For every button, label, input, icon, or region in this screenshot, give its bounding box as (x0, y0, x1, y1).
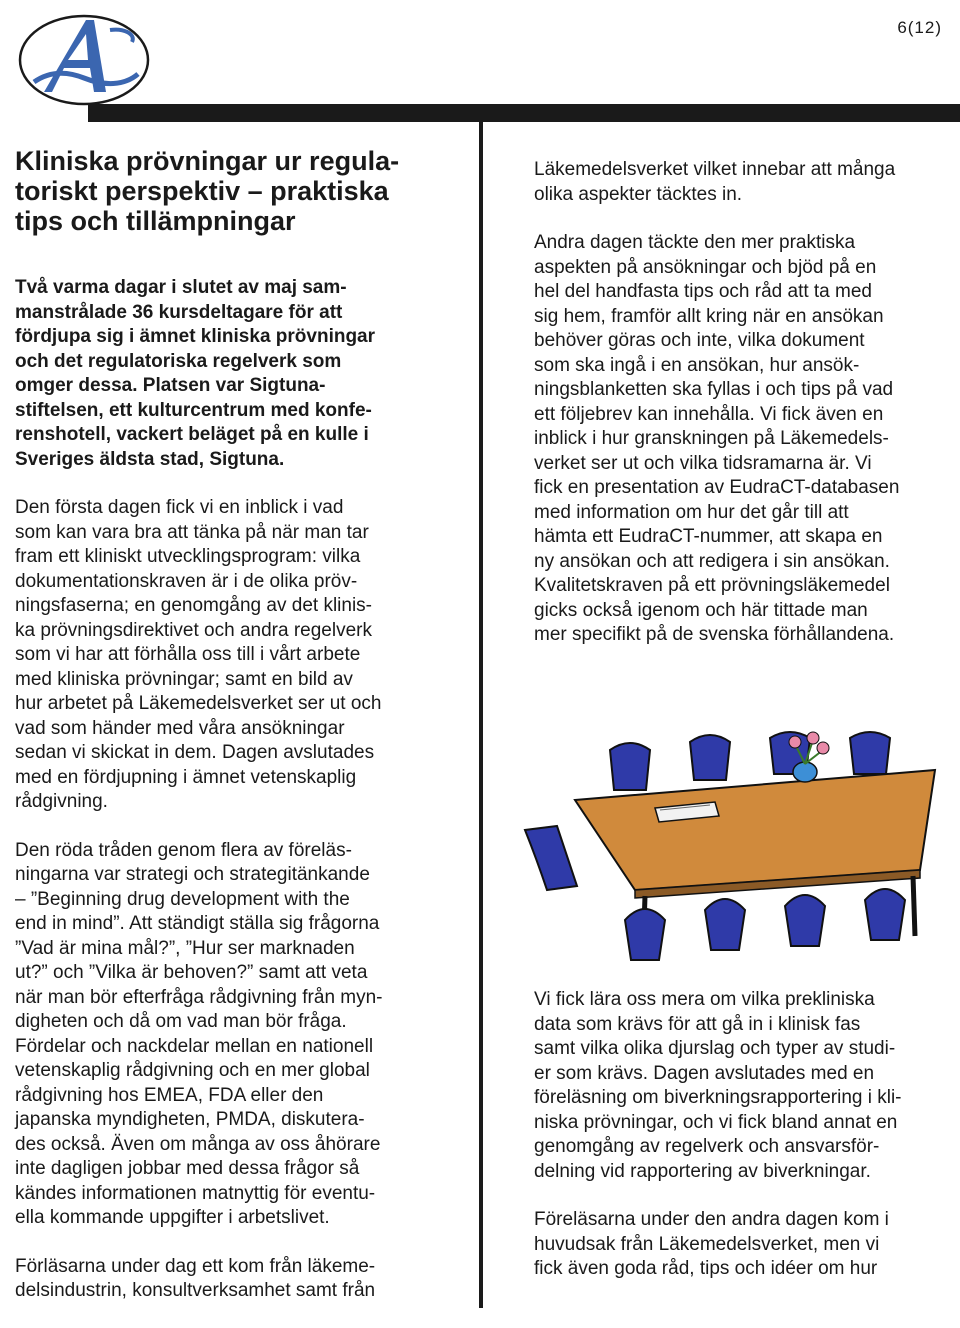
article-lead: Två varma dagar i slutet av maj sam- manstrålade 36 kursdeltagare för att fördjupa sig i ämnet kliniska prövningar och det regulatoriska regelverk som omger dessa. Platsen var Sigtuna- stiftelsen, ett kulturcentrum med konfe- renshotell, vackert beläget på en kulle i Sveriges äldsta stad, Sigtuna. (15, 277, 376, 470)
right-column-lower (534, 988, 949, 1306)
body-paragraph: Den röda tråden genom flera av föreläs- ningarna var strategi och strategitänkande – ”Beginning drug development with the end in mind”. Att ständigt ställa sig frågorna ”Vad är mina mål?”, ”Hur ser marknaden ut?” och ”Vilka är behoven?” samt att veta när man bör efterfråga rådgivning från myn- digheten och då om vad man bör fråga. Fördelar och nackdelar mellan en nationell vetenskaplig rådgivning och en mer global rådgivning hos EMEA, FDA eller den japanska myndigheten, PMDA, diskutera- des också. Även om många av oss åhörare inte dagligen jobbar med dessa frågor så kändes informationen matnyttig för eventu- ella kommande uppgifter i arbetslivet. (15, 839, 383, 1228)
body-paragraph: Läkemedelsverket vilket innebar att många olika aspekter täcktes in. (534, 159, 896, 205)
article-title: Kliniska prövningar ur regula- toriskt perspektiv – praktiska tips och tillämpningar (15, 146, 400, 236)
right-column (534, 158, 949, 672)
left-column (15, 146, 460, 1328)
body-paragraph: Föreläsarna under den andra dagen kom i huvudsak från Läkemedelsverket, men vi fick även goda råd, tips och idéer om hur (534, 1209, 889, 1279)
conference-table-illustration (515, 730, 955, 970)
body-paragraph: Andra dagen täckte den mer praktiska aspekten på ansökningar och bjöd på en hel del handfasta tips och råd att ta med sig hem, framför allt kring när en ansökan behöver göras och inte, vilka dokument som ska ingå i en ansökan, hur ansök- ningsblanketten ska fyllas i och tips på vad ett följebrev kan innehålla. Vi fick även en inblick i hur granskningen på Läkemedels- verket ser ut och vilka tidsramarna är. Vi fick en presentation av EudraCT-databasen med information om hur det går till att hämta ett EudraCT-nummer, att skapa en ny ansökan och att redigera i sin ansökan. Kvalitetskraven på ett prövningsläkemedel gicks också igenom och här tittade man mer specifikt på de svenska förhållandena. (534, 232, 900, 645)
organization-logo (14, 8, 154, 108)
body-paragraph: Den första dagen fick vi en inblick i vad som kan vara bra att tänka på när man tar fram ett kliniskt utvecklingsprogram: vilka dokumentationskraven är i de olika pröv- ningsfaserna; en genomgång av det klinis- ka prövningsdirektivet och andra regelverk som vi har att förhålla oss till i vårt arbete med kliniska prövningar; samt en bild av hur arbetet på Läkemedelsverket ser ut och vad som händer med våra ansökningar sedan vi skickat in dem. Dagen avslutades med en fördjupning i ämnet vetenskaplig rådgivning. (15, 497, 382, 812)
body-paragraph: Förläsarna under dag ett kom från läkeme- delsindustrin, konsultverksamhet samt från (15, 1255, 376, 1301)
page-number: 6(12) (897, 18, 942, 37)
header-rule (88, 104, 960, 122)
body-paragraph: Vi fick lära oss mera om vilka prekliniska data som krävs för att gå in i klinisk fas samt vilka olika djurslag och typer av studi- er som krävs. Dagen avslutades med en föreläsning om biverkningsrapportering i kli- niska prövningar, och vi fick bland annat en genomgång av regelverk och ansvarsför- delning vid rapportering av biverkningar. (534, 989, 902, 1182)
column-divider (479, 122, 483, 1308)
